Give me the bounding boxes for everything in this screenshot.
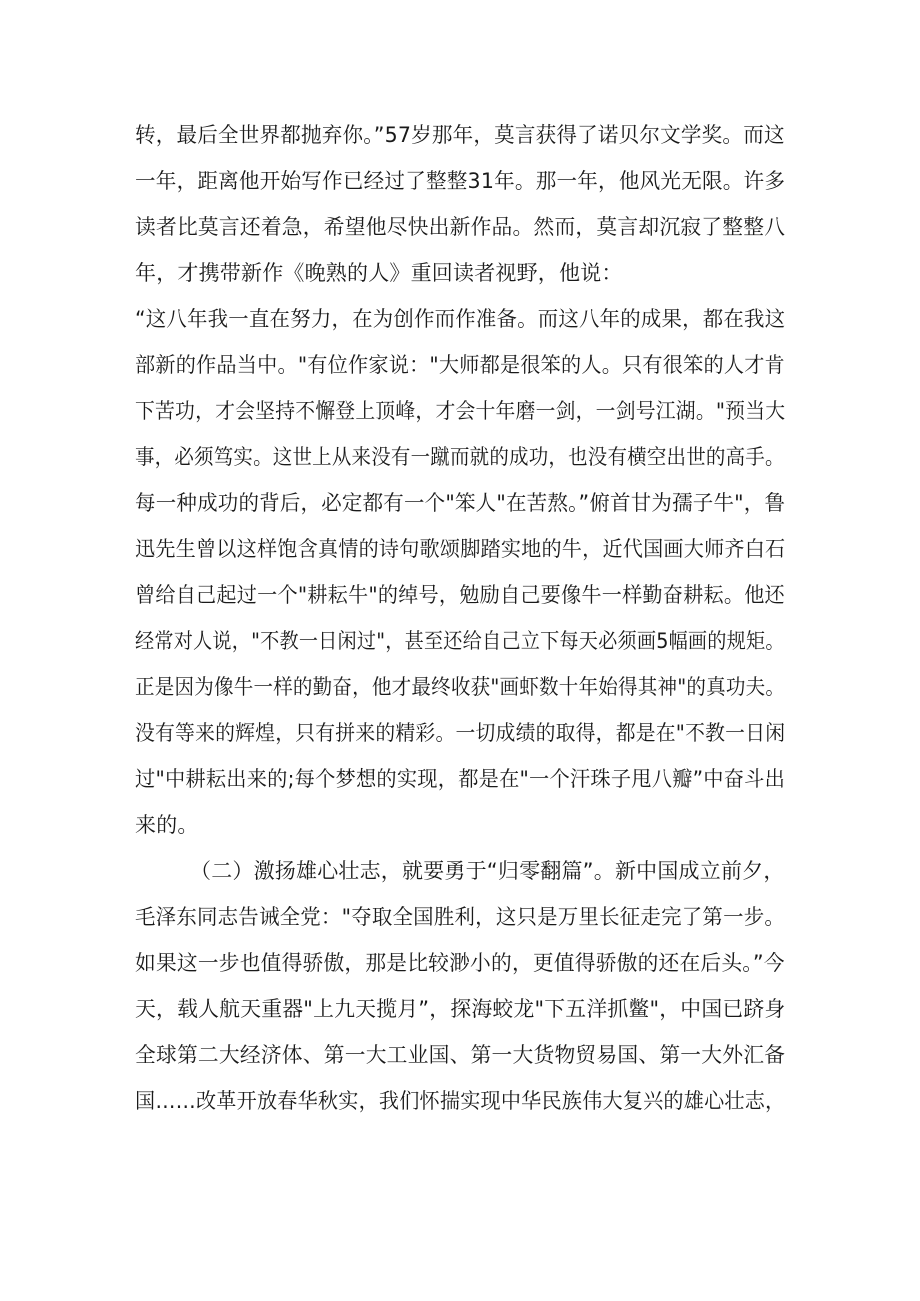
text-line: 下苦功，才会坚持不懈登上顶峰，才会十年磨一剑，一剑号江湖。"预当大 — [135, 399, 786, 423]
text-line: 过"中耕耘出来的;每个梦想的实现，都是在"一个汗珠子甩八瓣”中奋斗出 — [135, 767, 786, 791]
text-line: 国……改革开放春华秋实，我们怀揣实现中华民族伟大复兴的雄心壮志， — [135, 1089, 786, 1113]
text-line: 年，才携带新作《晚熟的人》重回读者视野，他说： — [135, 261, 623, 285]
text-line: 曾给自己起过一个"耕耘牛"的绰号，勉励自己要像牛一样勤奋耕耘。他还 — [135, 583, 785, 607]
text-line: 转，最后全世界都抛弃你。”57岁那年，莫言获得了诺贝尔文学奖。而这 — [135, 123, 785, 147]
text-line: 迅先生曾以这样饱含真情的诗句歌颂脚踏实地的牛，近代国画大师齐白石 — [135, 537, 786, 561]
text-line: （二）激扬雄心壮志，就要勇于“归零翻篇”。新中国成立前夕， — [135, 859, 785, 883]
text-line: “这八年我一直在努力，在为创作而作准备。而这八年的成果，都在我这 — [135, 307, 786, 331]
body-text — [135, 112, 785, 1124]
text-line: 毛泽东同志告诫全党："夺取全国胜利，这只是万里长征走完了第一步。 — [135, 905, 786, 929]
text-line: 正是因为像牛一样的勤奋，他才最终收获"画虾数十年始得其神"的真功夫。 — [135, 675, 786, 699]
text-line: 事，必须笃实。这世上从来没有一蹴而就的成功，也没有横空出世的高手。 — [135, 445, 785, 469]
text-line: 部新的作品当中。"有位作家说："大师都是很笨的人。只有很笨的人才肯 — [135, 353, 785, 377]
text-line: 经常对人说，"不教一日闲过"，甚至还给自己立下每天必须画5幅画的规矩。 — [135, 629, 785, 653]
text-line: 没有等来的辉煌，只有拼来的精彩。一切成绩的取得，都是在"不教一日闲 — [135, 721, 786, 745]
text-line: 读者比莫言还着急，希望他尽快出新作品。然而，莫言却沉寂了整整八 — [135, 215, 786, 239]
text-line: 天，载人航天重器"上九天揽月”，探海蛟龙"下五洋抓鳖"，中国已跻身 — [135, 997, 786, 1021]
text-line: 如果这一步也值得骄傲，那是比较渺小的，更值得骄傲的还在后头。”今 — [135, 951, 785, 975]
text-line: 一年，距离他开始写作已经过了整整31年。那一年，他风光无限。许多 — [135, 169, 786, 193]
text-line: 来的。 — [135, 813, 199, 837]
text-line: 每一种成功的背后，必定都有一个"笨人"在苦熬。”俯首甘为孺子牛"，鲁 — [135, 491, 786, 515]
text-line: 全球第二大经济体、第一大工业国、第一大货物贸易国、第一大外汇备 — [135, 1043, 786, 1067]
